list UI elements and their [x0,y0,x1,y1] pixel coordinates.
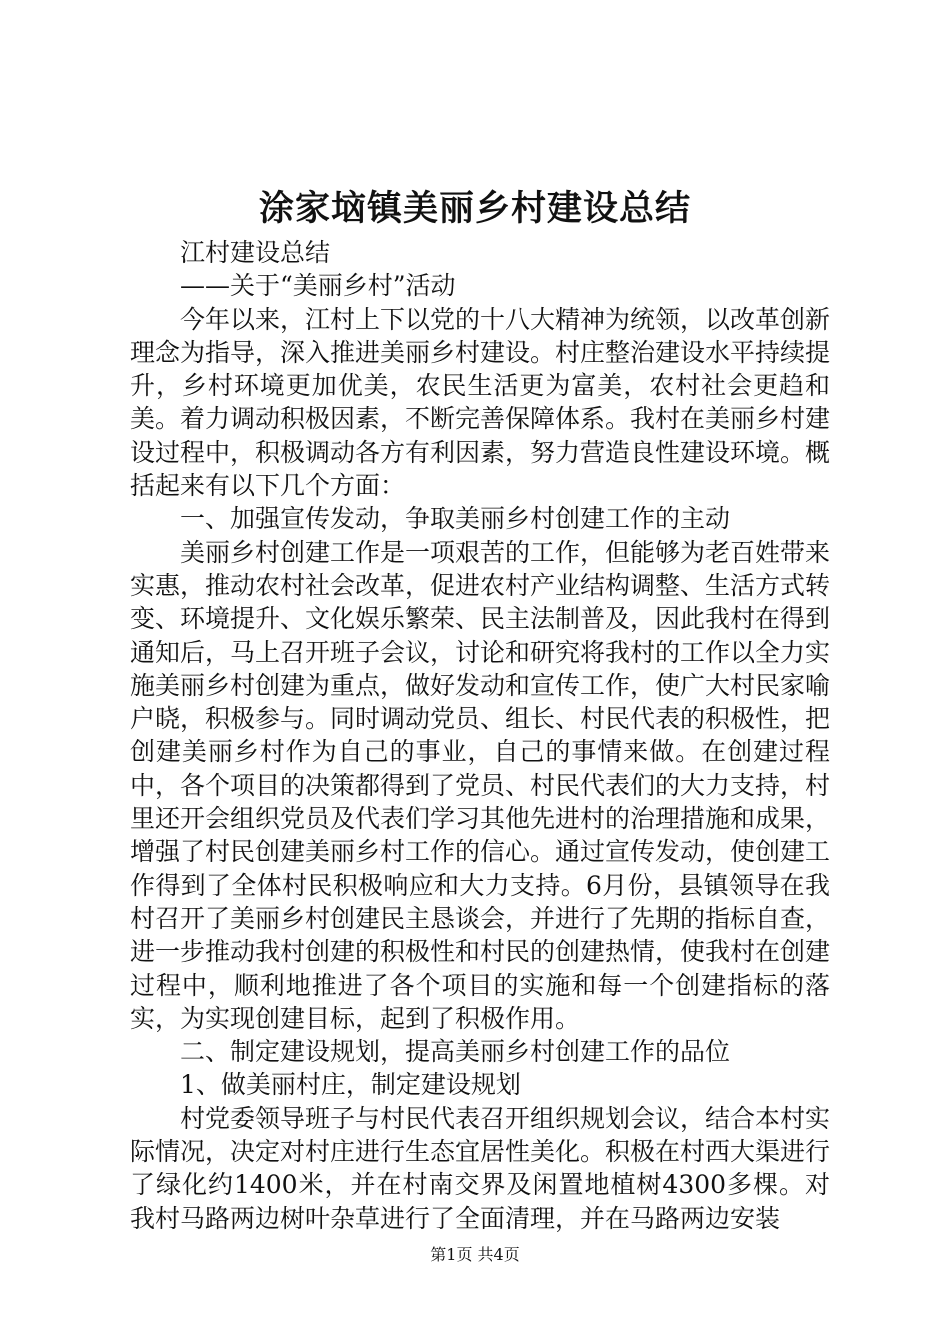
paragraph-subsection-1: 村党委领导班子与村民代表召开组织规划会议，结合本村实际情况，决定对村庄进行生态宜居性美化。积极在村西大渠进行了绿化约1400米，并在村南交界及闲置地植树4300多棵。对我村马路两边树叶杂草进行了全面清理，并在马路两边安装 [130,1103,831,1233]
document-title: 涂家垴镇美丽乡村建设总结 [258,188,691,229]
section-heading-1: 一、加强宣传发动，争取美丽乡村创建工作的主动 [180,504,731,534]
page-footer: 第1页 共4页 [430,1245,520,1264]
section-heading-2: 二、制定建设规划，提高美丽乡村创建工作的品位 [180,1037,731,1067]
paragraph-intro: 今年以来，江村上下以党的十八大精神为统领，以改革创新理念为指导，深入推进美丽乡村建设。村庄整治建设水平持续提升，乡村环境更加优美，农民生活更为富美，农村社会更趋和美。着力调动积极因素，不断完善保障体系。我村在美丽乡村建设过程中，积极调动各方有利因素，努力营造良性建设环境。概括起来有以下几个方面： [130,304,831,501]
subsection-heading-1: 1、做美丽村庄，制定建设规划 [180,1070,521,1100]
paragraph-subtitle: 江村建设总结 [180,238,331,267]
document-body [130,236,830,1235]
paragraph-subtitle-note: ——关于“美丽乡村”活动 [180,271,456,301]
paragraph-section-1: 美丽乡村创建工作是一项艰苦的工作，但能够为老百姓带来实惠，推动农村社会改革，促进农村产业结构调整、生活方式转变、环境提升、文化娱乐繁荣、民主法制普及，因此我村在得到通知后，马上召开班子会议，讨论和研究将我村的工作以全力实施美丽乡村创建为重点，做好发动和宣传工作，使广大村民家喻户晓，积极参与。同时调动党员、组长、村民代表的积极性，把创建美丽乡村作为自己的事业，自己的事情来做。在创建过程中，各个项目的决策都得到了党员、村民代表们的大力支持，村里还开会组织党员及代表们学习其他先进村的治理措施和成果，增强了村民创建美丽乡村工作的信心。通过宣传发动，使创建工作得到了全体村民积极响应和大力支持。6月份，县镇领导在我村召开了美丽乡村创建民主恳谈会，并进行了先期的指标自查，进一步推动我村创建的积极性和村民的创建热情，使我村在创建过程中，顺利地推进了各个项目的实施和每一个创建指标的落实，为实现创建目标，起到了积极作用。 [130,537,831,1033]
